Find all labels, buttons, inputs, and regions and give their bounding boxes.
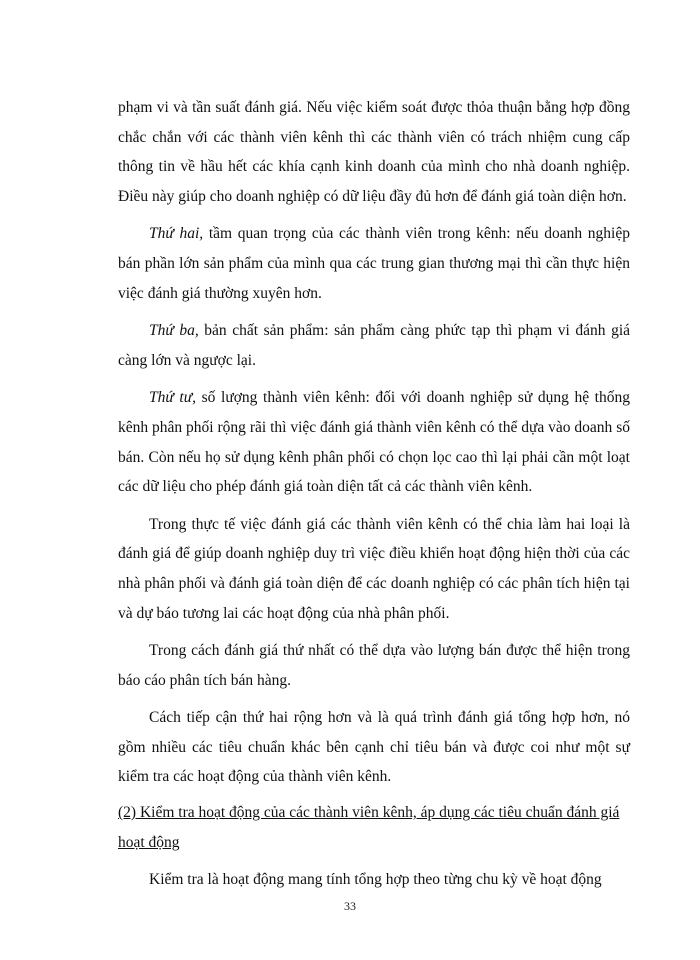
paragraph-first-method [118,636,630,695]
paragraph-text: phạm vi và tần suất đánh giá. Nếu việc kiểm soát được thỏa thuận bằng hợp đồng chắc chắn với các thành viên kênh thì các thành viên có trách nhiệm cung cấp thông tin về hầu hết các khía cạnh kinh doanh của mình cho nhà doanh nghiệp. Điều này giúp cho doanh nghiệp có dữ liệu đầy đủ hơn để đánh giá toàn diện hơn. [118,99,630,205]
paragraph-scope [118,93,630,211]
paragraph-text: Trong cách đánh giá thứ nhất có thể dựa vào lượng bán được thể hiện trong báo cáo phân tích bán hàng. [118,642,630,689]
paragraph-text: Trong thực tế việc đánh giá các thành viên kênh có thể chia làm hai loại là đánh giá để giúp doanh nghiệp duy trì việc điều khiển hoạt động hiện thời của các nhà phân phối và đánh giá toàn diện để các doanh nghiệp có các phân tích hiện tại và dự báo tương lai các hoạt động của nhà phân phối. [118,515,630,622]
paragraph-text: Kiểm tra là hoạt động mang tính tổng hợp theo từng chu kỳ về hoạt động [149,871,602,889]
paragraph-text: Cách tiếp cận thứ hai rộng hơn và là quá trình đánh giá tổng hợp hơn, nó gồm nhiều các tiêu chuẩn khác bên cạnh chỉ tiêu bán và được coi như một sự kiểm tra các hoạt động của thành viên kênh. [118,709,630,786]
paragraph-evaluation-types [118,510,630,628]
paragraph-text: bản chất sản phẩm: sản phẩm càng phức tạp thì phạm vi đánh giá càng lớn và ngược lại. [118,322,630,369]
paragraph-lead: Thứ ba, [149,322,199,340]
page-number: 33 [344,899,356,913]
paragraph-text: số lượng thành viên kênh: đối với doanh nghiệp sử dụng hệ thống kênh phân phối rộng rãi thì việc đánh giá thành viên kênh có thể dựa vào doanh số bán. Còn nếu họ sử dụng kênh phân phối có chọn lọc cao thì lại phải cần một loạt các dữ liệu cho phép đánh giá toàn diện tất cả các thành viên kênh. [118,389,630,496]
paragraph-second-method [118,703,630,792]
paragraph-lead: Thứ tư, [149,389,197,407]
paragraph-third-factor [118,316,630,375]
paragraph-second-factor [118,219,630,308]
paragraph-inspection [118,865,630,895]
section-heading: (2) Kiểm tra hoạt động của các thành viên kênh, áp dụng các tiêu chuẩn đánh giá hoạt động [118,804,620,851]
paragraph-lead: Thứ hai, [149,225,204,243]
paragraph-text: tầm quan trọng của các thành viên trong kênh: nếu doanh nghiệp bán phần lớn sản phẩm của mình qua các trung gian thương mại thì cần thực hiện việc đánh giá thường xuyên hơn. [118,225,630,302]
paragraph-fourth-factor [118,383,630,501]
document-page [118,93,630,895]
